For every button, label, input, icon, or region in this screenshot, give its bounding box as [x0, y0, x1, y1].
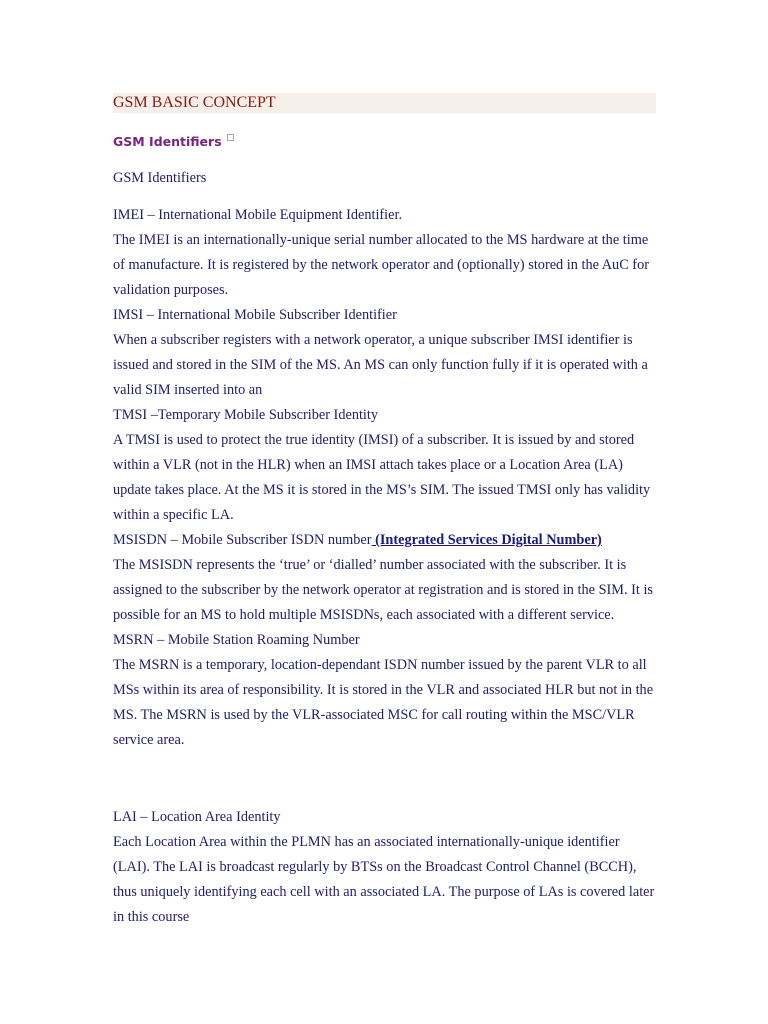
- spacer: [113, 191, 658, 203]
- tmsi-heading: TMSI –Temporary Mobile Subscriber Identity: [113, 407, 379, 423]
- msisdn-body: The MSISDN represents the ‘true’ or ‘dialled’ number associated with the subscriber. It is assigned to the subscriber by the network operator at registration and is stored in the SIM. It is possible for an MS to hold multiple MSISDNs, each associated with a different service.: [113, 557, 653, 623]
- msisdn-heading-line: [113, 528, 658, 553]
- lai-heading: LAI – Location Area Identity: [113, 809, 281, 825]
- subheading-label: GSM Identifiers: [113, 134, 222, 149]
- section-subheading[interactable]: [113, 134, 234, 150]
- document-title: GSM BASIC CONCEPT: [113, 94, 276, 111]
- imsi-heading: IMSI – International Mobile Subscriber Identifier: [113, 307, 397, 323]
- msisdn-heading: MSISDN – Mobile Subscriber ISDN number: [113, 532, 372, 548]
- lai-body: Each Location Area within the PLMN has an associated internationally-unique identifier (LAI). The LAI is broadcast regularly by BTSs on the Broadcast Control Channel (BCCH), thus uniquely identifying each cell with an associated LA. The purpose of LAs is covered later in this course: [113, 834, 655, 925]
- msrn-heading: MSRN – Mobile Station Roaming Number: [113, 632, 360, 648]
- imsi-body: When a subscriber registers with a network operator, a unique subscriber IMSI identifier is issued and stored in the SIM of the MS. An MS can only function fully if it is operated with a valid SIM inserted into an: [113, 332, 648, 398]
- tmsi-body: A TMSI is used to protect the true identity (IMSI) of a subscriber. It is issued by and stored within a VLR (not in the HLR) when an IMSI attach takes place or a Location Area (LA) update takes place. At the MS it is stored in the MS’s SIM. The issued TMSI only has validity within a specific LA.: [113, 432, 651, 523]
- imei-heading: IMEI – International Mobile Equipment Identifier.: [113, 207, 403, 223]
- content-block-lai: [113, 805, 658, 930]
- content-block-main: [113, 166, 658, 753]
- imei-body: The IMEI is an internationally-unique serial number allocated to the MS hardware at the time of manufacture. It is registered by the network operator and (optionally) stored in the AuC for validation purposes.: [113, 232, 649, 298]
- intro-line: GSM Identifiers: [113, 170, 207, 186]
- anchor-icon: [227, 134, 234, 141]
- msrn-body: The MSRN is a temporary, location-dependant ISDN number issued by the parent VLR to all MSs within its area of responsibility. It is stored in the VLR and associated HLR but not in the MS. The MSRN is used by the VLR-associated MSC for call routing within the MSC/VLR service area.: [113, 657, 654, 748]
- isdn-link[interactable]: (Integrated Services Digital Number): [371, 532, 602, 548]
